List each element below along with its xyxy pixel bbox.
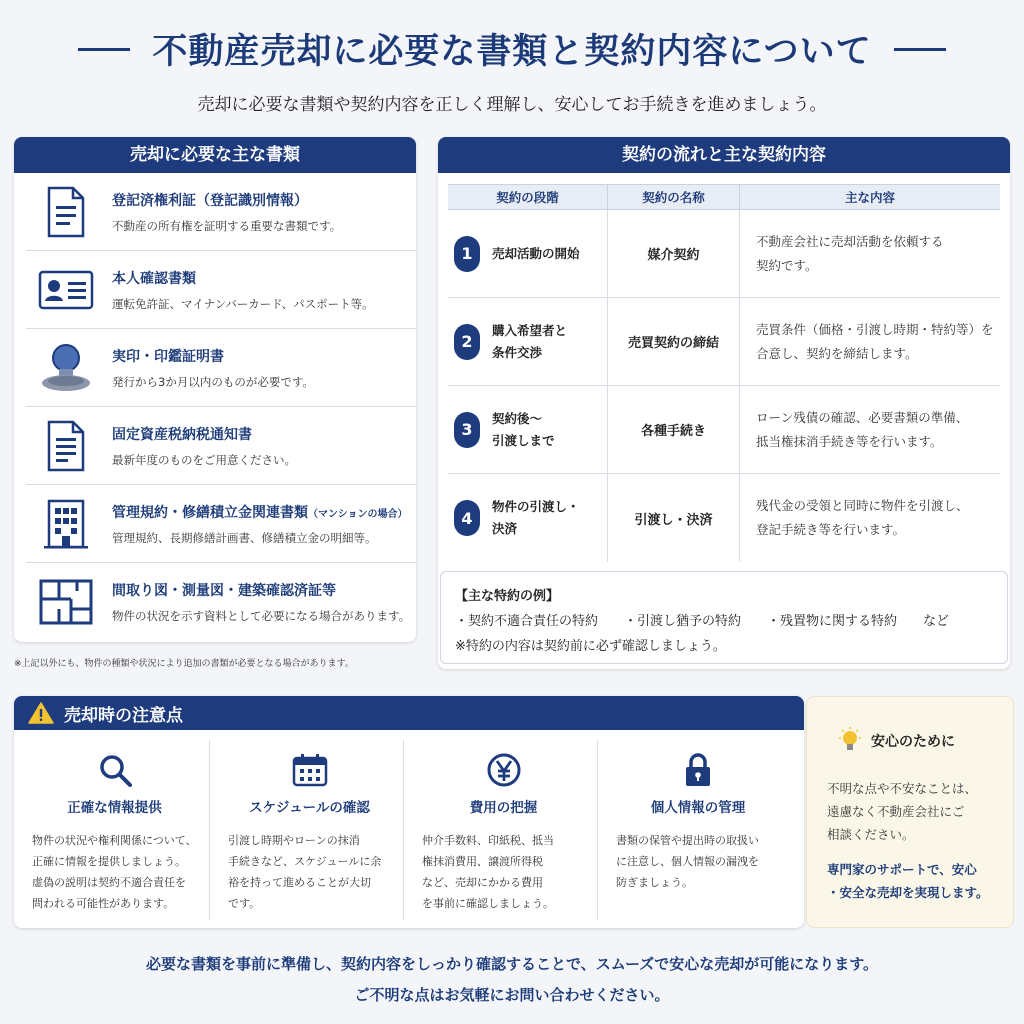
column-header: 主な内容 [844,190,895,205]
warning-icon [28,702,54,724]
caution-title: 個人情報の管理 [650,800,746,816]
seal-stamp-icon [34,340,98,396]
contract-name: 各種手続き [608,386,740,473]
contract-name: 媒介契約 [608,210,740,297]
table-row [448,474,1000,562]
special-clause-item: ・残置物に関する特約 [767,614,898,629]
special-clause-item: など [923,614,950,629]
contract-name: 売買契約の締結 [608,298,740,385]
contract-table-header [448,184,1000,210]
contract-desc: 不動産会社に売却活動を依頼する 契約です。 [756,233,944,273]
column-header: 契約の名称 [608,185,740,209]
page-header [0,18,1024,80]
tax-notice-icon [34,418,98,474]
document-name: 固定資産税納税通知書 [112,426,252,443]
contract-desc: ローン残債の確認、必要書類の準備、 抵当権抹消手続き等を行います。 [756,409,969,449]
document-name: 本人確認書類 [112,270,196,287]
id-card-icon [34,262,98,318]
document-name: 管理規約・修繕積立金関連書類（マンションの場合） [112,504,408,521]
table-row [448,386,1000,474]
reassurance-header [837,727,995,755]
closing-message: 必要な書類を事前に準備し、契約内容をしっかり確認することで、スムーズで安心な売却が可能になります。 [145,955,878,973]
page-subtitle: 売却に必要な書類や契約内容を正しく理解し、安心してお手続きを進めましょう。 [197,95,827,115]
special-clauses-list [455,609,993,634]
document-item-floor-plan [26,563,418,641]
special-clause-item: ・契約不適合責任の特約 [455,614,599,629]
reassurance-highlight: 専門家のサポートで、安心 ・安全な売却を実現します。 [827,862,989,900]
contract-desc: 売買条件（価格・引渡し時期・特約等）を 合意し、契約を締結します。 [756,321,994,361]
caution-desc: 物件の状況や権利関係について、 正確に情報を提供しましょう。 虚偽の説明は契約不適合責任を 問われる可能性があります。 [32,834,197,910]
reassurance-heading: 安心のために [871,734,955,750]
lock-icon [616,746,780,794]
table-row [448,210,1000,298]
contact-message: ご不明な点はお気軽にお問い合わせください。 [354,986,670,1004]
column-header: 契約の段階 [448,185,608,209]
document-item-title-deed [26,173,418,251]
floor-plan-icon [34,574,98,630]
contract-heading: 契約の流れと主な契約内容 [438,137,1010,173]
document-item-management-rules [26,485,418,563]
reassurance-box [806,696,1014,928]
contract-desc: 残代金の受領と同時に物件を引渡し、 登記手続き等を行います。 [756,498,969,537]
stage-label: 契約後〜 引渡しまで [492,410,555,448]
lightbulb-icon [837,727,863,755]
stage-label: 物件の引渡し・ 決済 [492,499,580,536]
documents-heading: 売却に必要な主な書類 [14,137,416,173]
document-desc: 運転免許証、マイナンバーカード、パスポート等。 [112,296,374,311]
document-desc: 管理規約、長期修繕計画書、修繕積立金の明細等。 [112,530,377,545]
special-clause-item: ・引渡し猶予の特約 [624,614,742,629]
document-name: 登記済権利証（登記識別情報） [112,192,308,209]
cautions-panel [14,696,804,928]
document-note: （マンションの場合） [308,508,408,520]
stage-label: 購入希望者と 条件交渉 [492,322,568,360]
document-desc: 最新年度のものをご用意ください。 [112,452,296,467]
yen-icon [422,746,585,794]
special-clauses-title: 【主な特約の例】 [455,589,560,604]
page-title: 不動産売却に必要な書類と契約内容について [152,31,872,72]
cautions-header [14,696,804,730]
document-desc: 発行から3か月以内のものが必要です。 [112,374,314,389]
document-name: 間取り図・測量図・建築確認済証等 [112,583,336,599]
document-item-seal [26,329,418,407]
search-icon [32,746,197,794]
document-desc: 不動産の所有権を証明する重要な書類です。 [112,218,342,233]
reassurance-desc: 不明な点や不安なことは、 遠慮なく不動産会社にご 相談ください。 [827,781,978,842]
documents-footnote: ※上記以外にも、物件の種類や状況により追加の書類が必要となる場合があります。 [14,659,354,669]
cautions-heading: 売却時の注意点 [64,705,183,726]
table-row [448,298,1000,386]
document-icon [34,184,98,240]
step-number-badge: 2 [454,324,480,360]
caution-desc: 引渡し時期やローンの抹消 手続きなど、スケジュールに余 裕を持って進めることが大切 です。 [228,834,382,910]
caution-desc: 仲介手数料、印紙税、抵当 権抹消費用、譲渡所得税 など、売却にかかる費用 を事前に確認しましょう。 [422,834,554,910]
stage-label: 売却活動の開始 [492,245,580,261]
special-clauses-note: ※特約の内容は契約前に必ず確認しましょう。 [455,639,726,654]
document-desc: 物件の状況を示す資料として必要になる場合があります。 [112,609,411,623]
calendar-icon [228,746,391,794]
document-item-id [26,251,418,329]
step-number-badge: 3 [454,412,480,448]
documents-panel [14,137,416,642]
title-divider-right [894,48,946,51]
building-icon [34,496,98,552]
contract-name: 引渡し・決済 [608,474,740,562]
caution-title: 正確な情報提供 [67,800,162,816]
contract-table [448,184,1000,562]
caution-title: 費用の把握 [469,800,538,816]
caution-item-costs [404,740,598,920]
document-name: 実印・印鑑証明書 [112,348,224,365]
special-clauses-box [440,571,1008,664]
caution-title: スケジュールの確認 [249,800,370,816]
step-number-badge: 4 [454,500,480,536]
document-item-tax-notice [26,407,418,485]
title-divider-left [78,48,130,51]
step-number-badge: 1 [454,236,480,272]
caution-item-privacy [598,740,792,920]
caution-item-schedule [210,740,404,920]
caution-item-accurate-info [14,740,210,920]
caution-desc: 書類の保管や提出時の取扱い に注意し、個人情報の漏洩を 防ぎましょう。 [616,834,759,889]
